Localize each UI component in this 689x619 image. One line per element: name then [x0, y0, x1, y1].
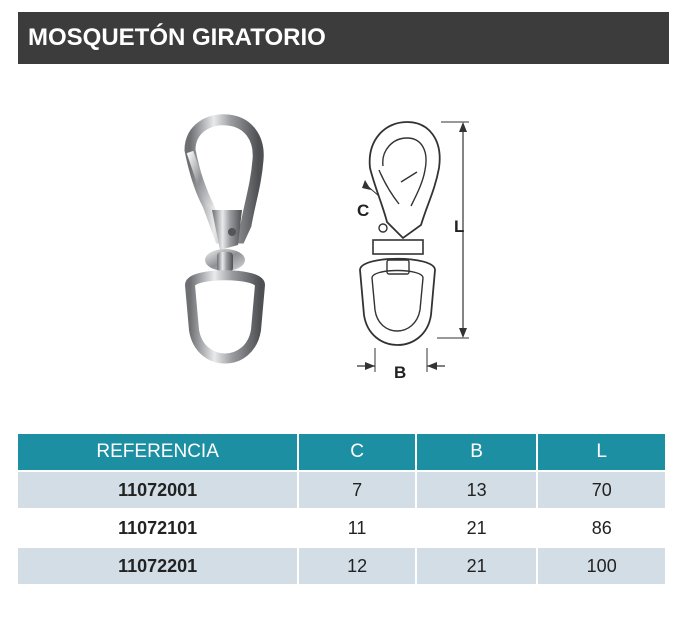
- table-row: [18, 548, 665, 586]
- cell-c: 7: [299, 472, 415, 510]
- cell-c: 11: [299, 510, 415, 548]
- cell-l: 70: [538, 472, 665, 510]
- header-c: C: [299, 434, 415, 472]
- header-b: B: [417, 434, 537, 472]
- cell-b: 21: [417, 548, 537, 586]
- technical-drawing: [345, 110, 495, 385]
- specifications-table: [16, 434, 667, 586]
- cell-b: 21: [417, 510, 537, 548]
- dimension-c-label: C: [357, 201, 370, 220]
- page-title: MOSQUETÓN GIRATORIO: [28, 24, 326, 51]
- cell-ref: 11072001: [18, 472, 297, 510]
- cell-c: 12: [299, 548, 415, 586]
- header-referencia: REFERENCIA: [18, 434, 297, 472]
- header-l: L: [538, 434, 665, 472]
- cell-l: 100: [538, 548, 665, 586]
- product-photo: [150, 110, 290, 385]
- table-row: [18, 510, 665, 548]
- table-header-row: [18, 434, 665, 472]
- title-bar: [18, 12, 669, 64]
- cell-ref: 11072201: [18, 548, 297, 586]
- dimension-l-label: L: [454, 217, 465, 236]
- dimension-b-label: B: [394, 363, 407, 382]
- cell-b: 13: [417, 472, 537, 510]
- table-row: [18, 472, 665, 510]
- cell-ref: 11072101: [18, 510, 297, 548]
- cell-l: 86: [538, 510, 665, 548]
